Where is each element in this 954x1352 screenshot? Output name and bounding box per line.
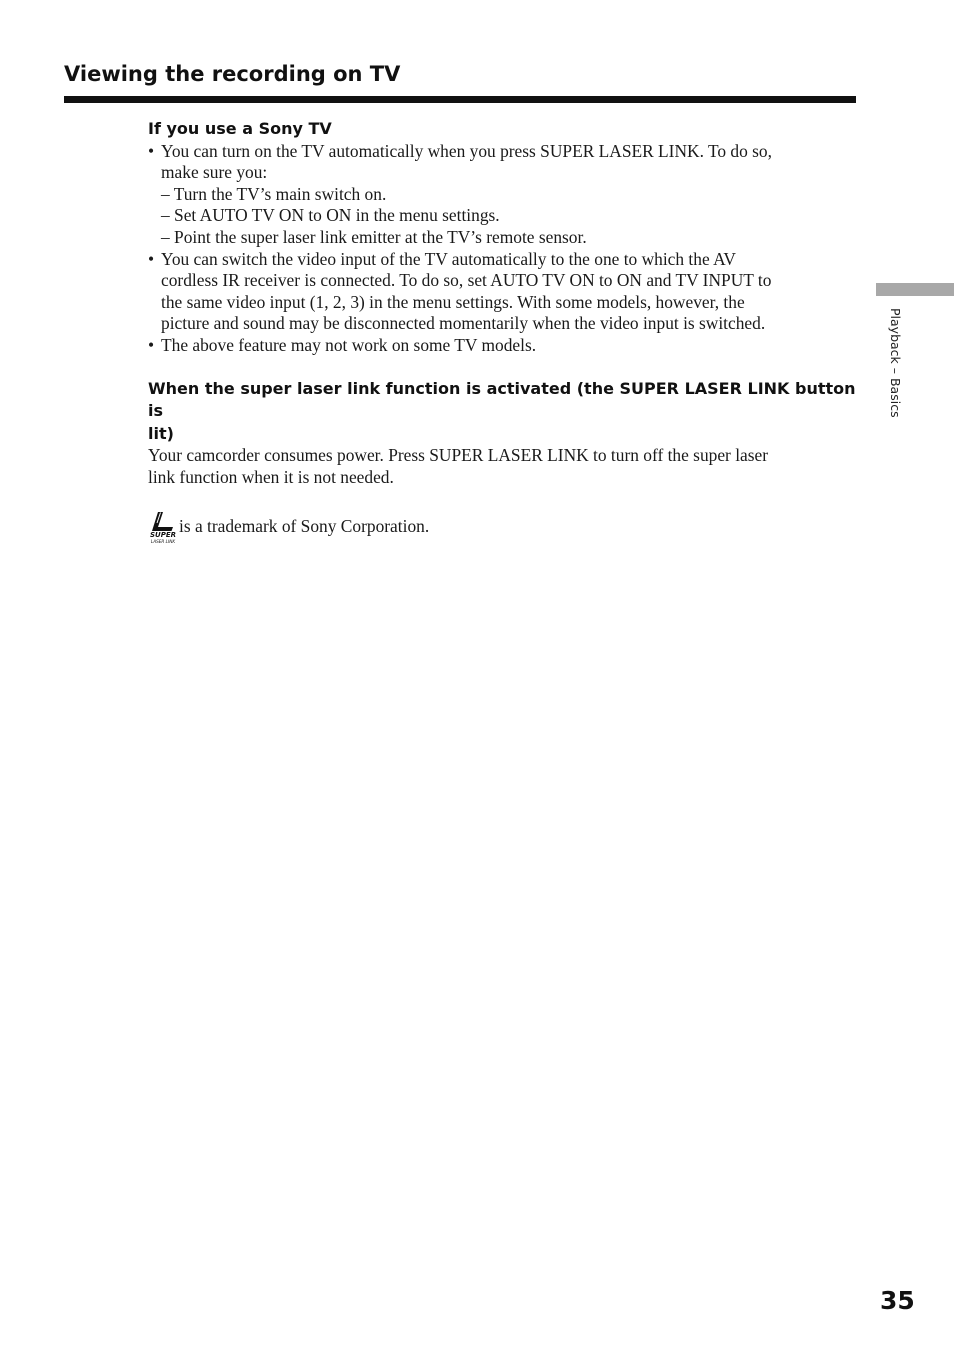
bullet-item-tv-models (148, 335, 858, 357)
bullet-item-video-input (148, 249, 858, 335)
super-laser-link-logo-icon (148, 510, 178, 544)
section-heading-laser-link-cont: lit) (148, 423, 174, 443)
trademark-text: is a trademark of Sony Corporation. (179, 515, 430, 536)
paragraph-line: You can turn on the TV automatically when you press SUPER LASER LINK. To do so, (161, 140, 772, 161)
spacer (148, 489, 858, 510)
paragraph-line: The above feature may not work on some TV models. (161, 334, 537, 355)
title-rule (64, 96, 856, 103)
page-number: 35 (880, 1286, 915, 1315)
paragraph-line: You can switch the video input of the TV automatically to the one to which the AV (161, 248, 736, 269)
paragraph-line: make sure you: (161, 162, 268, 183)
section-heading-sony-tv: If you use a Sony TV (148, 119, 332, 138)
paragraph-line: cordless IR receiver is connected. To do so, set AUTO TV ON to ON and TV INPUT to (161, 270, 772, 291)
section-tab-label: Playback – Basics (888, 308, 903, 418)
section-tab-bar (876, 283, 954, 296)
bullet-dot: • (148, 334, 155, 355)
bullet-dot: • (148, 140, 155, 161)
step-item: – Point the super laser link emitter at the TV’s remote sensor. (161, 226, 587, 247)
paragraph-line: link function when it is not needed. (148, 466, 394, 487)
trademark-line (148, 510, 858, 544)
section-heading-laser-link: When the super laser link function is activated (the SUPER LASER LINK button is (148, 378, 856, 421)
spacer (148, 357, 858, 378)
step-item: – Turn the TV’s main switch on. (161, 183, 387, 204)
bullet-item-auto-on (148, 141, 858, 184)
main-content (148, 118, 858, 544)
paragraph-line: the same video input (1, 2, 3) in the menu settings. With some models, however, the (161, 291, 745, 312)
paragraph-line: Your camcorder consumes power. Press SUPER LASER LINK to turn off the super laser (148, 445, 769, 466)
paragraph-line: picture and sound may be disconnected momentarily when the video input is switched. (161, 313, 766, 334)
logo-text-super: SUPER (149, 530, 177, 539)
bullet-dot: • (148, 248, 155, 269)
step-item: – Set AUTO TV ON to ON in the menu settings. (161, 205, 500, 226)
page-title: Viewing the recording on TV (64, 62, 401, 86)
logo-text-laser-link: LASER LINK (150, 538, 176, 544)
